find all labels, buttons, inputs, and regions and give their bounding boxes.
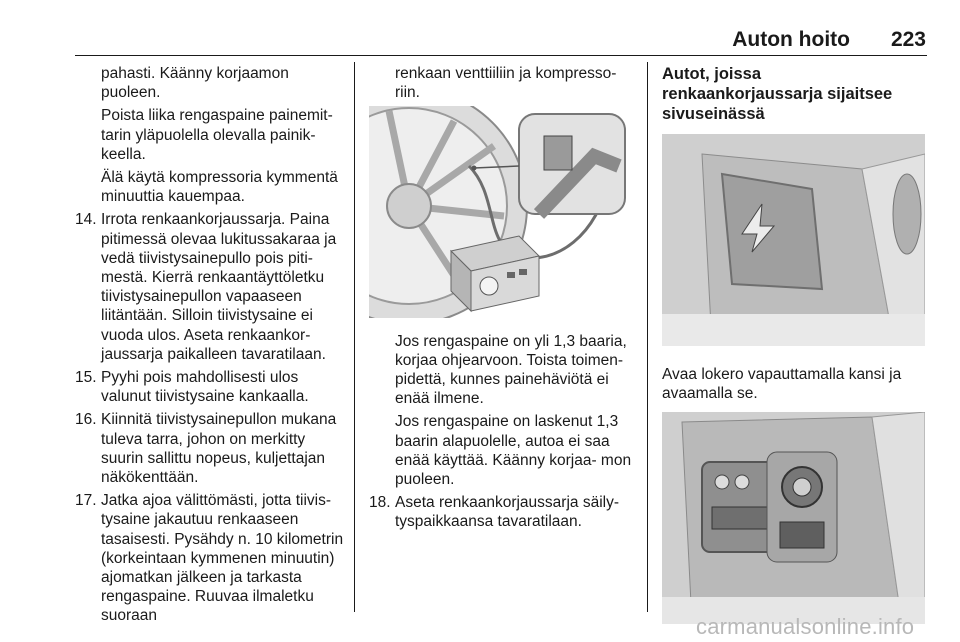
- list-item: [75, 210, 347, 364]
- page-number: 223: [890, 28, 926, 51]
- list-item: [75, 368, 347, 406]
- continued-text: pahasti. Käänny korjaamon puoleen.: [101, 65, 289, 102]
- column-3: [662, 64, 926, 629]
- column-divider-2: [647, 62, 648, 612]
- list-item: [369, 493, 637, 531]
- list-number: 16.: [75, 411, 97, 429]
- column-divider-1: [354, 62, 355, 612]
- list-text: Irrota renkaankorjaussarja. Paina pitimessä olevaa lukitussakaraa ja vedä tiivistysainepullo pois piti- mestä. Kierrä renkaantäyttöletku tiivistysainepullon vapaaseen liitäntään. Silloin tiivistysaine ei vuoda ulos. Aseta renkaankor- jaussarja paikalleen tavaratilaan.: [101, 211, 337, 363]
- list-text: Kiinnitä tiivistysainepullon mukana tuleva tarra, johon on merkitty suurin sallittu nopeus, kuljettajan näkökenttään.: [101, 411, 337, 487]
- list-number: 15.: [75, 369, 97, 387]
- header-rule: [75, 55, 927, 56]
- compressor-illustration: [369, 106, 637, 323]
- list-number: 18.: [369, 494, 391, 512]
- paragraph: Jos rengaspaine on yli 1,3 baaria, korjaa ohjearvoon. Toista toimen- pidettä, kunnes painehäviötä ei enää ilmene.: [395, 332, 627, 408]
- running-header-title: Auton hoito: [732, 28, 850, 51]
- list-item: [75, 491, 347, 625]
- list-item: [75, 410, 347, 487]
- kit-compartment-illustration: [662, 412, 926, 629]
- side-compartment-illustration: [662, 134, 926, 351]
- list-number: 17.: [75, 492, 97, 510]
- column-2: [369, 64, 637, 536]
- column-1: [75, 64, 347, 630]
- list-number: 14.: [75, 211, 97, 229]
- paragraph: Poista liika rengaspaine painemit- tarin yläpuolella olevalla painik- keella.: [101, 107, 333, 163]
- continued-text: renkaan venttiiliin ja kompresso- riin.: [395, 65, 617, 102]
- list-text: Pyyhi pois mahdollisesti ulos valunut tiivistysaine kankaalla.: [101, 369, 309, 406]
- paragraph: Jos rengaspaine on laskenut 1,3 baarin alapuolelle, autoa ei saa enää käyttää. Käänny korjaa- mon puoleen.: [395, 413, 632, 489]
- paragraph: Älä käytä kompressoria kymmentä minuuttia kauempaa.: [101, 169, 338, 206]
- section-heading: Autot, joissa renkaankorjaussarja sijaitsee sivuseinässä: [662, 65, 893, 123]
- list-text: Jatka ajoa välittömästi, jotta tiivis- tysaine jakautuu renkaaseen tasaisesti. Pysähdy n. 10 kilometrin (korkeintaan kymmenen minuutin) ajomatkan jälkeen ja tarkasta rengaspaine. Ruuvaa ilmaletku suoraan: [101, 492, 344, 625]
- paragraph: Avaa lokero vapauttamalla kansi ja avaamalla se.: [662, 366, 902, 403]
- watermark: carmanualsonline.info: [696, 614, 915, 639]
- list-text: Aseta renkaankorjaussarja säily- tyspaikkaansa tavaratilaan.: [395, 494, 619, 531]
